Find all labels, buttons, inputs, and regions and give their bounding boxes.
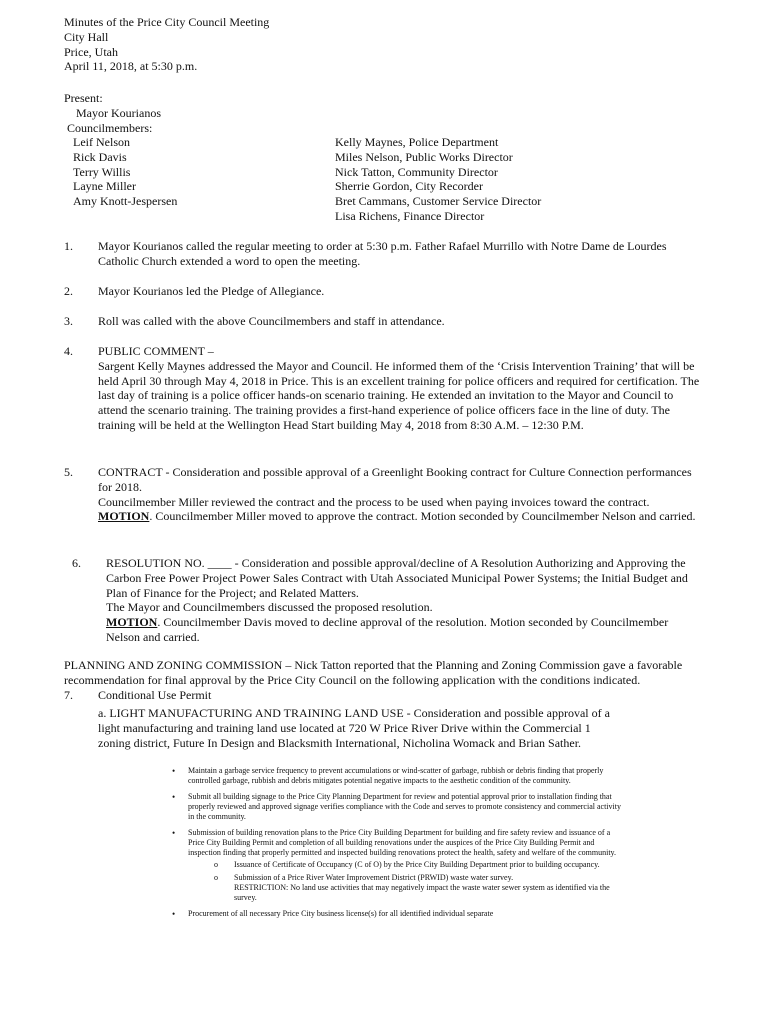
item-heading: CONTRACT - Consideration and possible approval of a Greenlight Booking contract for Culture Connection performances for 2018. <box>98 465 692 494</box>
condition-item <box>172 792 622 822</box>
condition-item <box>172 828 622 858</box>
present-label: Present: <box>64 91 103 105</box>
motion-text: . Councilmember Miller moved to approve the contract. Motion seconded by Councilmember Nelson and carried. <box>149 509 696 524</box>
agenda-item-2 <box>64 284 704 299</box>
motion-paragraph <box>98 509 704 524</box>
motion-label: MOTION <box>106 615 158 630</box>
item-text: Mayor Kourianos led the Pledge of Allegiance. <box>98 284 325 298</box>
councilmember: Leif Nelson <box>73 135 130 149</box>
meeting-date: April 11, 2018, at 5:30 p.m. <box>64 59 198 74</box>
subcondition-text: Issuance of Certificate of Occupancy (C of O) by the Price City Building Department prior to building occupancy. <box>234 860 600 869</box>
circle-bullet-icon: o <box>214 860 218 869</box>
restriction-text: RESTRICTION: No land use activities that may negatively impact the waste water sewer system as identified via the survey. <box>234 883 610 902</box>
conditions-list <box>172 766 622 925</box>
meeting-location: City Hall <box>64 29 109 44</box>
staff-member: Nick Tatton, Community Director <box>335 164 498 179</box>
circle-bullet-icon: o <box>214 873 218 882</box>
item-title: Conditional Use Permit <box>98 688 212 702</box>
staff-member: Miles Nelson, Public Works Director <box>335 149 513 164</box>
councilmember: Terry Willis <box>73 164 131 179</box>
bullet-icon: • <box>172 828 176 838</box>
item-heading: PUBLIC COMMENT – <box>98 344 214 358</box>
item-heading: RESOLUTION NO. ____ - Consideration and possible approval/decline of A Resolution Authorizing and Approving the Carbon Free Power Project Power Sales Contract with Utah Associated Municipal Power Systems; the Initial Budget and Plan of Finance for the Project; and Related Matters. <box>106 556 688 600</box>
motion-text: . Councilmember Davis moved to decline approval of the resolution. Motion seconded by Councilmember Nelson and carried. <box>106 615 669 644</box>
condition-text: Procurement of all necessary Price City business license(s) for all identified individual separate <box>188 909 494 918</box>
item-text: Sargent Kelly Maynes addressed the Mayor and Council. He informed them of the ‘Crisis Intervention Training’ that will be held April 30 through May 4, 2018 in Price. This is an excellent training for police officers and required for certification. The last day of training is a police officer hands-on scenario training. He extended an invitation to the Mayor and Council to attend the scenario training. The training provides a first-hand experience of police officers face in the line of duty. The training will be held at the Wellington Head Start building May 4, 2018 from 8:30 A.M. – 12:30 P.M. <box>98 358 700 432</box>
item-number: 5. <box>64 465 73 479</box>
item-number: 7. <box>64 688 73 702</box>
staff-list <box>335 135 541 224</box>
staff-member: Lisa Richens, Finance Director <box>335 208 485 223</box>
bullet-icon: • <box>172 766 176 776</box>
councilmember: Amy Knott-Jespersen <box>73 194 178 209</box>
staff-member: Bret Cammans, Customer Service Director <box>335 194 542 209</box>
bullet-icon: • <box>172 909 176 919</box>
condition-text: Maintain a garbage service frequency to prevent accumulations or wind-scatter of garbage, rubbish or debris finding that properly controlled garbage, rubbish and debris mitigates potential negative impacts to the aesthetic condition of the community. <box>188 766 604 785</box>
councilmembers-label: Councilmembers: <box>67 120 153 135</box>
agenda-item-5 <box>64 465 704 524</box>
attendance-section <box>64 91 161 135</box>
motion-label: MOTION <box>98 509 150 524</box>
agenda-item-3 <box>64 314 704 329</box>
item-number: 6. <box>72 556 81 570</box>
item-text: The Mayor and Councilmembers discussed the proposed resolution. <box>106 600 433 615</box>
staff-member: Sherrie Gordon, City Recorder <box>335 179 483 194</box>
item-text: Roll was called with the above Councilmembers and staff in attendance. <box>98 314 445 328</box>
item-number: 4. <box>64 344 73 358</box>
staff-member: Kelly Maynes, Police Department <box>335 135 499 149</box>
subcondition-item <box>172 873 622 903</box>
sub-item-a: a. LIGHT MANUFACTURING AND TRAINING LAND USE - Consideration and possible approval of a light manufacturing and training land use located at 720 W Price River Drive within the Commercial 1 zoning district, Future In Design and Blacksmith International, Nicholina Womack and Brian Sather. <box>98 706 610 750</box>
bullet-icon: • <box>172 792 176 802</box>
condition-text: Submit all building signage to the Price City Planning Department for review and potential approval prior to installation finding that properly reviewed and approved signage verifies compliance with the Code and serves to promote consistency and commercial activity in the community. <box>188 792 621 821</box>
agenda-item-7 <box>64 688 211 703</box>
mayor-name: Mayor Kourianos <box>76 105 161 120</box>
item-number: 1. <box>64 239 73 253</box>
subcondition-text: Submission of a Price River Water Improvement District (PRWID) waste water survey. <box>234 873 514 882</box>
item-number: 2. <box>64 284 73 298</box>
meeting-city: Price, Utah <box>64 44 118 59</box>
agenda-item-4 <box>64 344 704 433</box>
condition-item <box>172 909 622 919</box>
condition-item <box>172 766 622 786</box>
motion-paragraph <box>106 615 704 645</box>
item-text: Councilmember Miller reviewed the contract and the process to be used when paying invoices toward the contract. <box>98 494 650 509</box>
condition-text: Submission of building renovation plans to the Price City Building Department for building and fire safety review and issuance of a Price City Building Permit and completion of all building renovations under the auspices of the Price City Building Permit and inspection finding that properly permitted and inspected building renovations protect the health, safety and welfare of the community. <box>188 828 617 857</box>
councilmember-list <box>73 135 177 209</box>
agenda-item-6 <box>64 556 704 645</box>
item-text: Mayor Kourianos called the regular meeting to order at 5:30 p.m. Father Rafael Murrillo with Notre Dame de Lourdes Catholic Church extended a word to open the meeting. <box>98 239 667 268</box>
subcondition-item <box>172 860 622 870</box>
meeting-title: Minutes of the Price City Council Meeting <box>64 15 270 29</box>
planning-zoning-intro: PLANNING AND ZONING COMMISSION – Nick Tatton reported that the Planning and Zoning Commission gave a favorable recommendation for final approval by the Price City Council on the following application with the conditions indicated. <box>64 658 683 687</box>
agenda-item-1 <box>64 239 704 269</box>
councilmember: Rick Davis <box>73 149 127 164</box>
document-header <box>64 15 269 74</box>
councilmember: Layne Miller <box>73 179 136 194</box>
item-number: 3. <box>64 314 73 328</box>
